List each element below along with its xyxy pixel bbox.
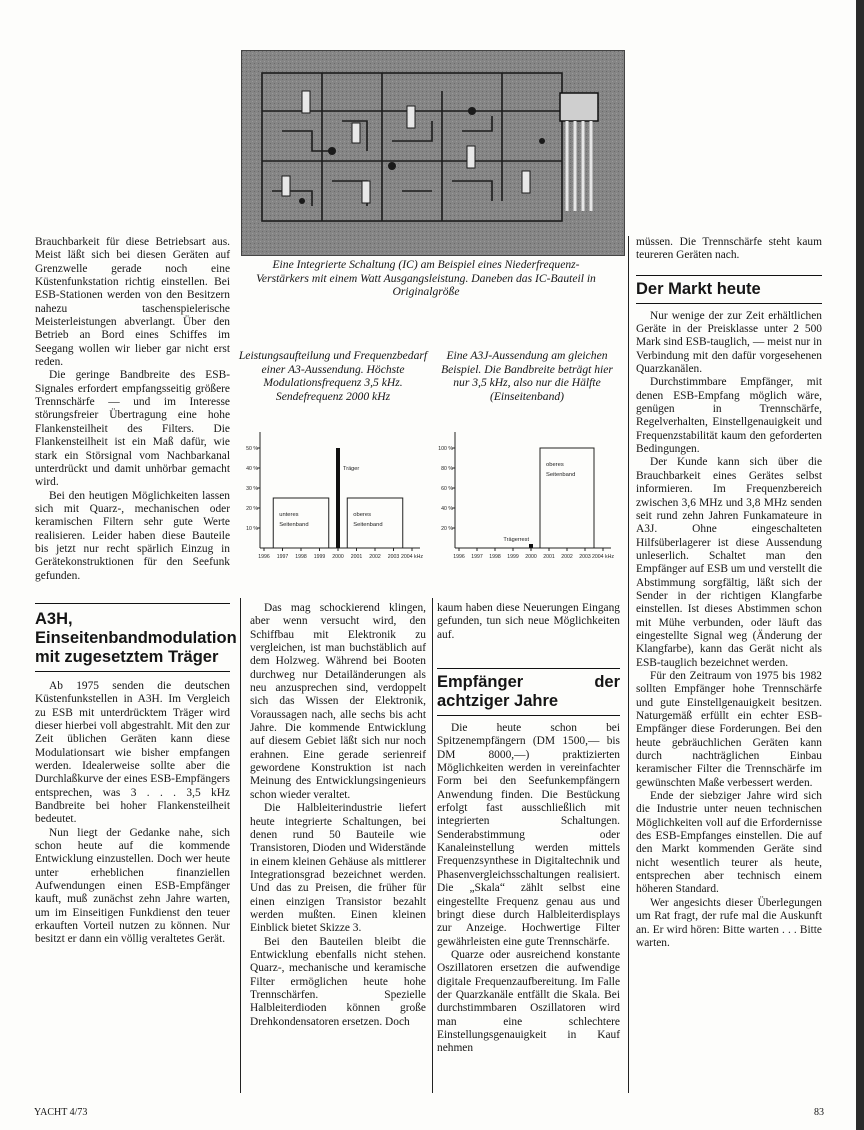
footer-magazine: YACHT 4/73 bbox=[34, 1107, 88, 1118]
section-rule bbox=[35, 671, 230, 672]
paragraph: Wer angesichts dieser Überlegungen um Rat fragt, der rufe mal die Auskunft an. Er wird hören: Bitte warten . . . Bitte warten. bbox=[636, 896, 822, 949]
column-1 bbox=[35, 236, 237, 947]
section-heading: Der Markt heute bbox=[636, 279, 761, 298]
y-tick-label: 40 % bbox=[441, 506, 453, 512]
x-tick-label: 2002 bbox=[369, 554, 381, 560]
y-tick-label: 80 % bbox=[441, 466, 453, 472]
x-tick-label: 2002 bbox=[561, 554, 573, 560]
section-rule bbox=[437, 668, 620, 669]
y-tick-label: 30 % bbox=[246, 486, 258, 492]
chart-a3j bbox=[433, 420, 623, 601]
x-tick-label: 1996 bbox=[258, 554, 270, 560]
x-tick-label: 2001 bbox=[350, 554, 363, 560]
paragraph: Die Halbleiterindustrie liefert heute integrierte Schaltungen, bei denen rund 50 Bauteile wie Transistoren, Dioden und Widerstände in einem kleinen Gehäuse als mittlerer Integrationsgrad bezeichnet werden. Und das zu Preisen, die früher für einen einzigen Transistor bezahlt werden mußten. Einen kleinen Einblick bietet Skizze 3. bbox=[250, 802, 426, 935]
y-tick-label: 20 % bbox=[441, 526, 453, 532]
y-tick-label: 100 % bbox=[438, 446, 453, 452]
x-tick-label: 2001 bbox=[543, 554, 555, 560]
x-tick-label: 1997 bbox=[471, 554, 483, 560]
photo-caption: Eine Integrierte Schaltung (IC) am Beispiel eines Niederfrequenz-Verstärkers mit einem Watt Ausgangsleistung. Daneben das IC-Bauteil in Originalgröße bbox=[256, 258, 596, 299]
paragraph: kaum haben diese Neuerungen Eingang gefunden, tun sich neue Möglichkeiten auf. bbox=[437, 602, 620, 641]
y-tick-label: 40 % bbox=[246, 466, 258, 472]
chart-caption-left: Leistungsaufteilung und Frequenzbedarf einer A3-Aussendung. Höchste Modulationsfrequenz 3,5 kHz. Sendefrequenz 2000 kHz bbox=[238, 349, 428, 403]
paragraph: Nur wenige der zur Zeit erhältlichen Geräte in der Preisklasse unter 2 500 Mark sind ESB-tauglich, — meist nur in Verbindung mit den dafür vorgesehenen Quarzkanälen. bbox=[636, 309, 822, 376]
sideband-label: Seitenband bbox=[279, 522, 309, 528]
section-rule bbox=[437, 715, 620, 716]
x-tick-label: 1996 bbox=[453, 554, 465, 560]
column-4 bbox=[636, 236, 822, 950]
paragraph: Ende der siebziger Jahre wird sich die Industrie unter neuen technischen Möglichkeiten voll auf die Erfordernisse des ESB-Empfanges einstellen. Die auf den Markt kommenden Geräte sind nicht wesentlich teurer als heute, entsprechen aber technisch einem höheren Standard. bbox=[636, 790, 822, 896]
paragraph: Die heute schon bei Spitzenempfängern (DM 1500,— bis DM 8000,—) praktizierten Möglichkeiten werden in vereinfachter Form bei den Seefunkempfängern Anwendung finden. Die Bestückung erfolgt fast ausschließlich mit integrierten Schaltungen. Senderabstimmung oder Kanaleinstellung werden mittels Frequenzsynthese in Digitaltechnik und Phasenvergleichsschaltungen realisiert. Die „Skala“ zählt selbst eine eingestellte Frequenz genau aus und bringt diese durch Halbleiterdisplays zur Anzeige. Hochwertige Filter gewährleisten eine gute Trennschärfe. bbox=[437, 722, 620, 948]
y-tick-label: 10 % bbox=[246, 526, 258, 532]
x-tick-label: 2003 bbox=[387, 554, 400, 560]
paragraph: Quarze oder ausreichend konstante Oszillatoren ersetzen die aufwendige digitale Frequenzaufbereitung. Im Falle der Quarzkanäle entfällt die Skala. Bei durchstimmbaren Oszillatoren wird man eine schlechtere Einstellungsgenauigkeit in Kauf nehmen bbox=[437, 948, 620, 1055]
x-tick-label: 2000 bbox=[332, 554, 344, 560]
x-tick-label: 1997 bbox=[276, 554, 289, 560]
x-tick-label: 1999 bbox=[313, 554, 326, 560]
column-divider bbox=[628, 236, 629, 1093]
paragraph: Ab 1975 senden die deutschen Küstenfunkstellen in A3H. Im Vergleich zu ESB mit unterdrücktem Träger wird dieser hierbei voll abgestrahlt. Mit den zur Zeit üblichen Geräten kann diese Modulationsart wie bisher empfangen werden. Idealerweise sollte aber die Durchlaßkurve der eines ESB-Empfängers entsprechen, was 3 . . . 3,5 kHz Bandbreite bei hoher Flankensteilheit bedeutet. bbox=[35, 679, 230, 826]
paragraph: Nun liegt der Gedanke nahe, sich schon heute auf die kommende Entwicklung einzustellen. Doch wer heute unter erheblichen finanziellen Aufwendungen einen ESB-Empfänger kauft, muß zunächst zehn Jahre warten, um im Einseitigen Funkdienst den teuer erkauften Vorteil nutzen zu können. Nur besitzt er dann ein völlig veraltetes Gerät. bbox=[35, 826, 230, 946]
x-tick-label: 1998 bbox=[489, 554, 501, 560]
paragraph: Das mag schockierend klingen, aber wenn versucht wird, den Schiffbau mit Elektronik zu vergleichen, ist man buchstäblich auf dem Holzweg. Während bei Booten durchweg nur Detailänderungen als neu anzusprechen sind, verdoppelt sich das Wissen der Elektronik, Voraussagen nach, alle sechs bis acht Jahre. Die kommende Entwicklung auf diesem Gebiet läßt sich nur noch erahnen. Eine gerade serienreif gewordene Konstruktion ist nach Meinung des Entwicklungsingenieurs schon wieder veraltet. bbox=[250, 602, 426, 801]
paragraph: Der Kunde kann sich über die Brauchbarkeit eines Gerätes selbst informieren. Im Frequenzbereich zwischen 3,6 MHz und 3,8 MHz senden seit rund zehn Jahren Funkamateure in A3J. Ohne eingeschalteten Hilfsüberlagerer ist diese Aussendung unleserlich. Schaltet man den Empfänger auf ESB um und verstellt die Abstimmung sorgfältig, läßt sich der Sender in der richtigen Klangfarbe einstellen. Ist dieses Abstimmen schon mit Mühe verbunden, oder läuft das eingestellte Signal weg (Änderung der Klangfarbe), kann das Gerät nicht als ESB-tauglich bezeichnet werden. bbox=[636, 456, 822, 669]
y-tick-label: 20 % bbox=[246, 506, 258, 512]
section-heading: Empfänger der achtziger Jahre bbox=[437, 673, 620, 711]
paragraph: Durchstimmbare Empfänger, mit denen ESB-Empfang möglich wäre, genügen in Trennschärfe, Regelverhalten, Einstellgenauigkeit und Frequenzstabilität kaum den geforderten Bedingungen. bbox=[636, 376, 822, 456]
x-tick-label: 2000 bbox=[525, 554, 537, 560]
carrier-label: Trägerrest bbox=[503, 537, 529, 543]
circuit-photo bbox=[241, 50, 625, 256]
footer-page-number: 83 bbox=[814, 1107, 824, 1118]
column-2 bbox=[250, 602, 426, 1029]
carrier-bar bbox=[529, 544, 533, 548]
page-edge bbox=[856, 0, 864, 1130]
x-tick-label: 1999 bbox=[507, 554, 519, 560]
sideband-label: oberes bbox=[353, 512, 371, 518]
paragraph: Bei den Bauteilen bleibt die Entwicklung ebenfalls nicht stehen. Quarz-, mechanische und keramische Filter ermöglichen heute hohe Trennschärfen. Spezielle Halbleiterdioden können große Drehkondensatoren ersetzen. Doch bbox=[250, 935, 426, 1028]
chart-caption-right: Eine A3J-Aussendung am gleichen Beispiel. Die Bandbreite beträgt hier nur 3,5 kHz, also nur die Hälfte (Einseitenband) bbox=[441, 349, 613, 403]
sideband-label: oberes bbox=[546, 462, 564, 468]
column-divider bbox=[432, 598, 433, 1093]
column-divider bbox=[240, 598, 241, 1093]
carrier-bar bbox=[336, 448, 340, 548]
y-tick-label: 60 % bbox=[441, 486, 453, 492]
section-heading: A3H, Einseitenbandmodulation mit zugesetztem Träger bbox=[35, 609, 237, 666]
paragraph: Für den Zeitraum von 1975 bis 1982 sollten Empfänger hohe Trennschärfe und gute Einstellgenauigkeit besitzen. Naturgemäß erfüllt ein echter ESB-Empfänger diese Forderungen. Bei den heute gebräuchlichen Geräten kann durch nachträglichen Einbau keramischer Filter die Trennschärfe im gewünschten Maße verbessert werden. bbox=[636, 669, 822, 789]
paragraph: Die geringe Bandbreite des ESB-Signales erfordert empfangsseitig größere Trennschärfe — und im Interesse störungsfreier Übertragung eine hohe Flankensteilheit des Filters. Die Flankensteilheit ist ein Maß dafür, wie stark ein Störsignal vom Nachbarkanal unterdrückt und damit unhörbar gemacht wird. bbox=[35, 369, 230, 489]
section-rule bbox=[35, 603, 230, 604]
x-tick-label: 2003 bbox=[579, 554, 591, 560]
chart-a3 bbox=[236, 420, 432, 601]
y-tick-label: 50 % bbox=[246, 446, 258, 452]
section-rule bbox=[636, 275, 822, 276]
sideband-label: Seitenband bbox=[353, 522, 383, 528]
sideband-label: unteres bbox=[279, 512, 299, 518]
x-tick-label: 2004 kHz bbox=[401, 554, 423, 560]
carrier-label: Träger bbox=[343, 466, 360, 472]
paragraph: Brauchbarkeit für diese Betriebsart aus. Meist läßt sich bei diesen Geräten auf Grenzwelle gerade noch eine Küstenfunkstation richtig einstellen. Bei ESB-Stationen werden von den Besitzern nahezu taschenspielerische Meisterleistungen abverlangt. Über den Betrieb an Bord eines Schiffes im Seegang wollen wir lieber gar nicht erst reden. bbox=[35, 236, 230, 369]
x-tick-label: 2004 kHz bbox=[592, 554, 614, 560]
paragraph: müssen. Die Trennschärfe steht kaum teureren Geräten nach. bbox=[636, 236, 822, 262]
sideband-label: Seitenband bbox=[546, 472, 576, 478]
paragraph: Bei den heutigen Möglichkeiten lassen sich mit Quarz-, mechanischen oder keramischen Filtern sehr gute Werte realisieren. Leider haben diese Bauteile bis jetzt nur recht spärlich Einzug in Gerätekonstruktionen für den Seefunk gefunden. bbox=[35, 489, 230, 582]
section-rule bbox=[636, 303, 822, 304]
x-tick-label: 1998 bbox=[295, 554, 307, 560]
column-3 bbox=[437, 602, 620, 1056]
